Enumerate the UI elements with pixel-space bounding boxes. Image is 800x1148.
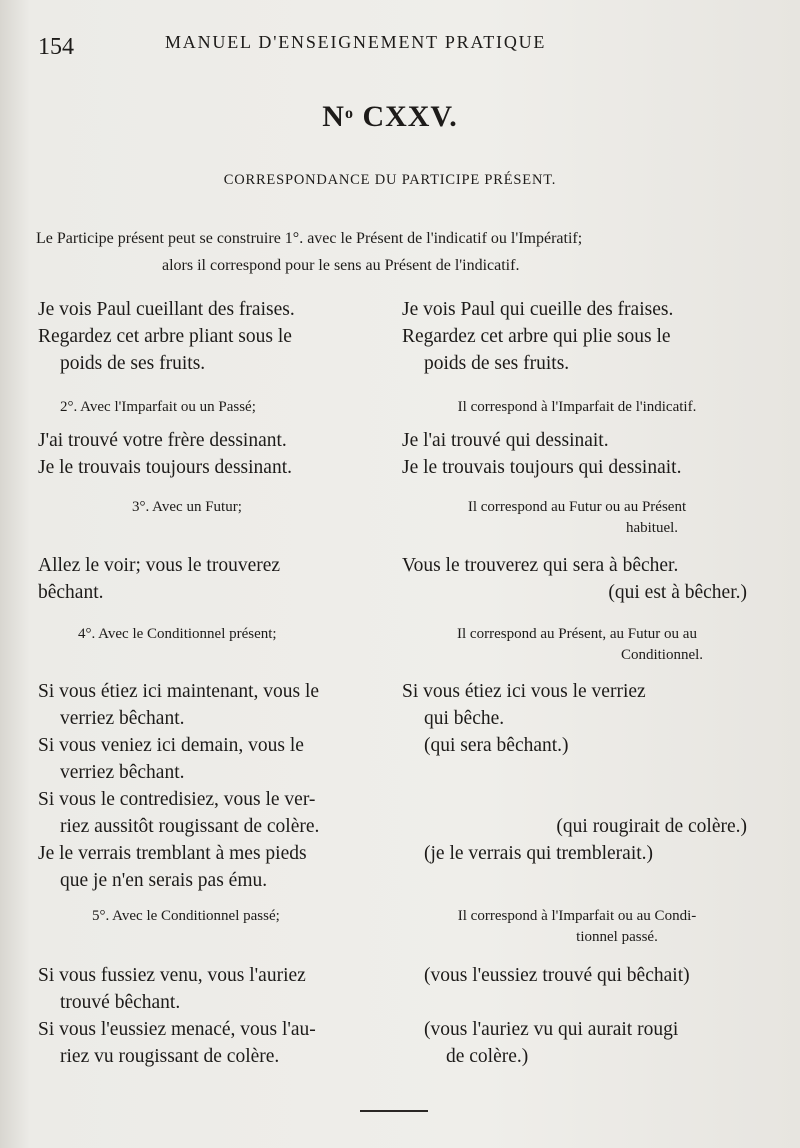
rule-heading-left: 4°. Avec le Conditionnel présent; bbox=[78, 626, 277, 642]
example-left: Si vous étiez ici maintenant, vous le verriez bêchant. Si vous veniez ici demain, vous le verriez bêchant. Si vous le contredisiez, vous le ver- riez aussitôt rougissant de colère. Je le verrais tremblant à mes pieds que je n'en serais pas ému. bbox=[38, 681, 320, 891]
rule-heading-right: Il correspond au Présent, au Futur ou au Conditionnel. bbox=[457, 626, 704, 663]
example-left: J'ai trouvé votre frère dessinant. Je le trouvais toujours dessinant. bbox=[38, 430, 293, 478]
footer-rule bbox=[360, 1110, 428, 1112]
example-right: (vous l'eussiez trouvé qui bêchait) (vous l'auriez vu qui aurait rougi de colère.) bbox=[424, 965, 690, 1067]
running-title: MANUEL D'ENSEIGNEMENT PRATIQUE bbox=[165, 32, 547, 52]
intro-line-2: alors il correspond pour le sens au Présent de l'indicatif. bbox=[162, 257, 520, 274]
example-left: Allez le voir; vous le trouverez bêchant. bbox=[38, 555, 281, 603]
rule-heading-right: Il correspond à l'Imparfait de l'indicatif. bbox=[457, 399, 697, 415]
page-header bbox=[0, 28, 800, 58]
example-right: Je l'ai trouvé qui dessinait. Je le trouvais toujours qui dessinait. bbox=[402, 430, 682, 478]
example-right: Vous le trouverez qui sera à bêcher. (qui est à bêcher.) bbox=[402, 555, 747, 603]
example-right: Si vous étiez ici vous le verriez qui bêche. (qui sera bêchant.) (qui rougirait de colère.) (je le verrais qui tremblerait.) bbox=[402, 681, 747, 864]
section-title: CORRESPONDANCE DU PARTICIPE PRÉSENT. bbox=[223, 172, 557, 188]
page-number: 154 bbox=[38, 34, 74, 60]
rule-heading-right: Il correspond à l'Imparfait ou au Condi- tionnel passé. bbox=[457, 908, 697, 945]
rule-heading-left: 5°. Avec le Conditionnel passé; bbox=[92, 908, 280, 924]
example-right: Je vois Paul qui cueille des fraises. Regardez cet arbre qui plie sous le poids de ses fruits. bbox=[402, 299, 674, 374]
rule-heading-right: Il correspond au Futur ou au Présent habituel. bbox=[467, 499, 687, 536]
intro-line-1: Le Participe présent peut se construire 1°. avec le Présent de l'indicatif ou l'Impératif; bbox=[36, 230, 583, 247]
example-left: Je vois Paul cueillant des fraises. Regardez cet arbre pliant sous le poids de ses fruits. bbox=[38, 299, 295, 374]
example-left: Si vous fussiez venu, vous l'auriez trouvé bêchant. Si vous l'eussiez menacé, vous l'au- riez vu rougissant de colère. bbox=[38, 965, 316, 1067]
rule-heading-left: 2°. Avec l'Imparfait ou un Passé; bbox=[60, 399, 256, 415]
rule-heading-left: 3°. Avec un Futur; bbox=[132, 499, 242, 515]
lesson-number: $N^o$ CXXV. bbox=[322, 100, 458, 133]
